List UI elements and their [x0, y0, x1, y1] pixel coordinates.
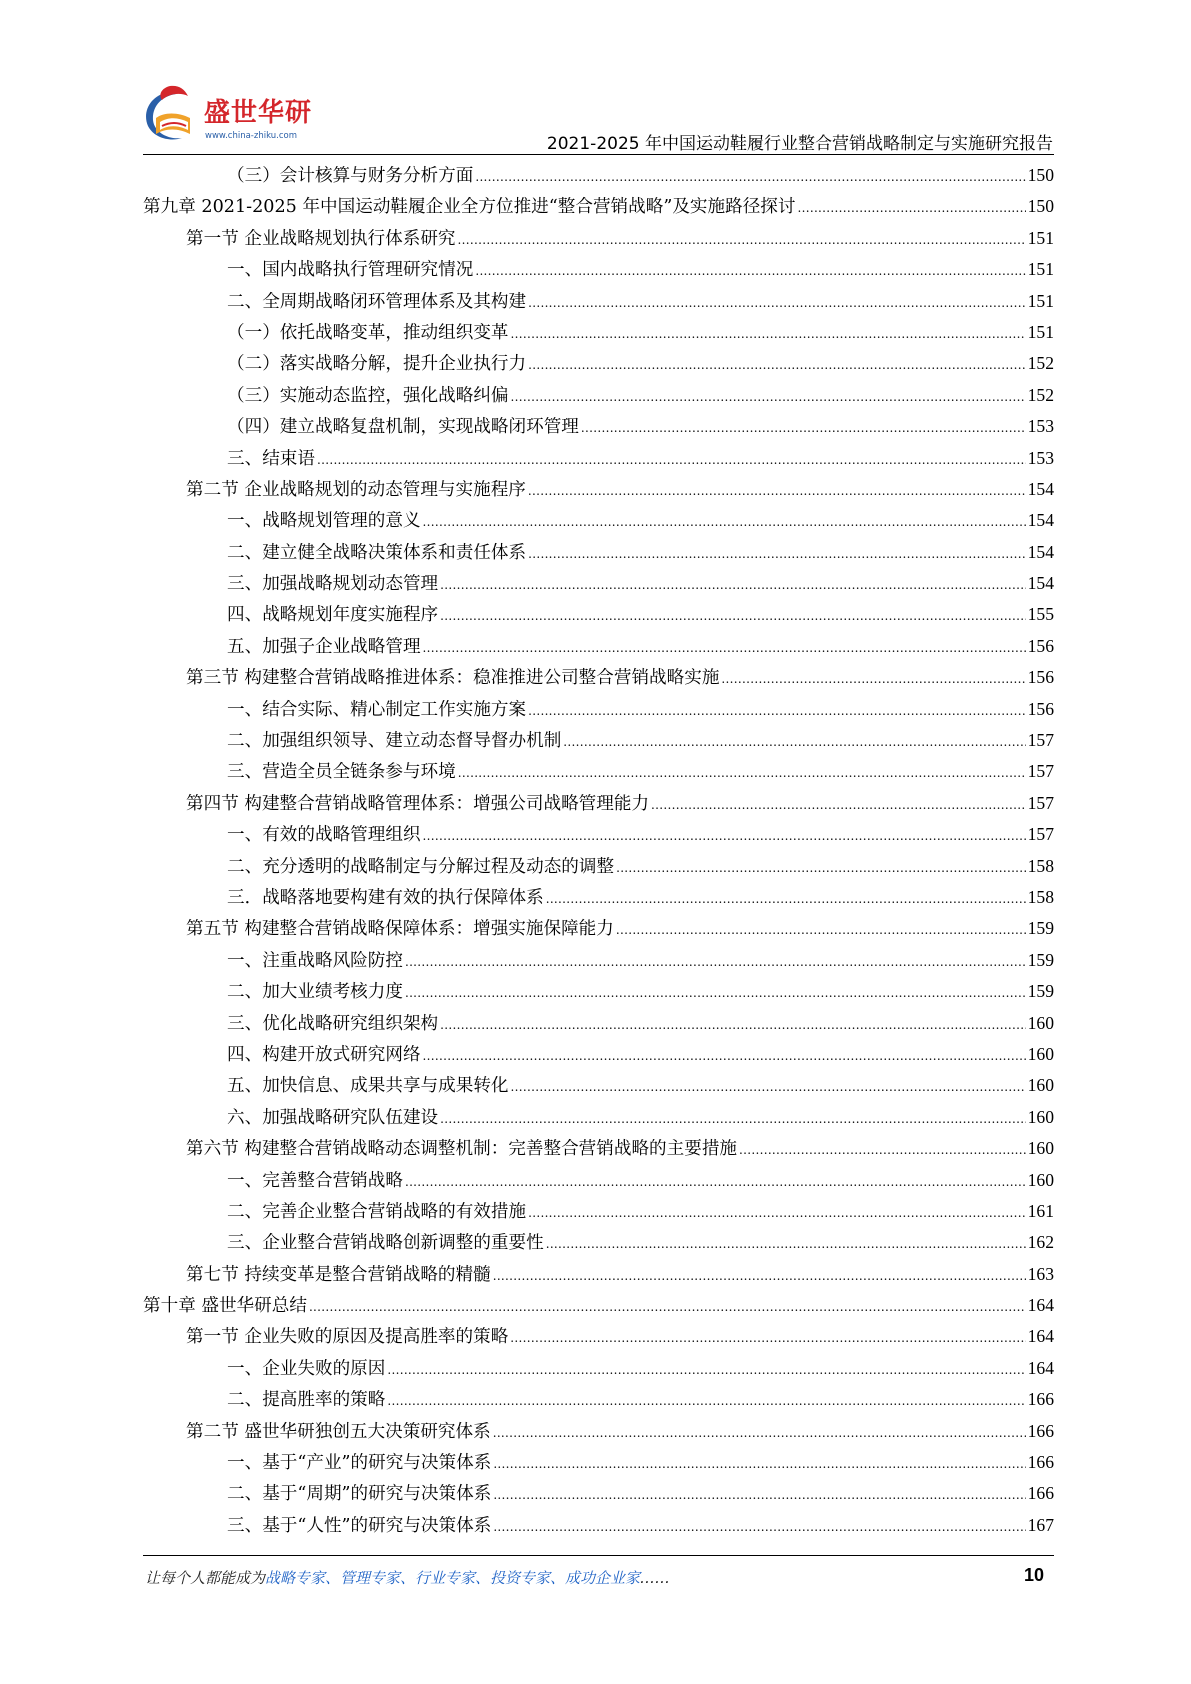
toc-dot-leader: [739, 1134, 1026, 1166]
toc-entry-title: 第四节 构建整合营销战略管理体系：增强公司战略管理能力: [186, 793, 650, 814]
toc-dot-leader: [493, 1260, 1026, 1292]
toc-dot-leader: [528, 1197, 1026, 1229]
toc-entry-title: 六、加强战略研究队伍建设: [227, 1107, 439, 1128]
toc-entry[interactable]: [143, 851, 1054, 882]
toc-entry[interactable]: [143, 819, 1054, 850]
toc-entry-page: 157: [1027, 792, 1054, 813]
toc-dot-leader: [405, 946, 1026, 978]
toc-entry-title: 一、注重战略风险防控: [227, 950, 403, 971]
toc-dot-leader: [387, 1385, 1025, 1417]
toc-entry-title: 三、企业整合营销战略创新调整的重要性: [227, 1233, 544, 1254]
toc-entry-page: 156: [1027, 667, 1054, 688]
toc-dot-leader: [405, 977, 1026, 1009]
toc-entry[interactable]: [143, 1353, 1054, 1384]
toc-entry-page: 160: [1027, 1138, 1054, 1159]
toc-entry-page: 160: [1027, 1169, 1054, 1190]
toc-entry-page: 157: [1027, 730, 1054, 751]
toc-dot-leader: [511, 381, 1026, 413]
toc-dot-leader: [528, 287, 1026, 319]
toc-entry[interactable]: [143, 348, 1054, 379]
toc-entry[interactable]: [143, 1008, 1054, 1039]
toc-entry-page: 157: [1027, 761, 1054, 782]
toc-dot-leader: [528, 475, 1026, 507]
toc-dot-leader: [387, 1354, 1025, 1386]
toc-dot-leader: [458, 224, 1026, 256]
toc-entry[interactable]: [143, 1447, 1054, 1478]
toc-entry[interactable]: [143, 286, 1054, 317]
toc-entry-page: 153: [1027, 447, 1054, 468]
table-of-contents: [143, 160, 1054, 1541]
toc-dot-leader: [581, 412, 1026, 444]
slogan-suffix: ……: [640, 1569, 671, 1587]
toc-entry-page: 160: [1027, 1043, 1054, 1064]
toc-entry-title: 第七节 持续变革是整合营销战略的精髓: [186, 1264, 491, 1285]
toc-entry-page: 154: [1027, 541, 1054, 562]
toc-dot-leader: [493, 1511, 1025, 1543]
toc-entry-title: 第五节 构建整合营销战略保障体系：增强实施保障能力: [186, 919, 614, 940]
toc-dot-leader: [616, 914, 1026, 946]
toc-entry-title: 三、营造全员全链条参与环境: [227, 762, 456, 783]
toc-entry[interactable]: [143, 443, 1054, 474]
toc-entry-page: 154: [1027, 573, 1054, 594]
toc-entry[interactable]: [143, 411, 1054, 442]
toc-entry-title: 二、提高胜率的策略: [227, 1390, 386, 1411]
toc-entry[interactable]: [143, 1384, 1054, 1415]
toc-entry[interactable]: [143, 1321, 1054, 1352]
toc-entry-title: （一）依托战略变革，推动组织变革: [227, 322, 509, 343]
toc-entry-page: 161: [1027, 1200, 1054, 1221]
toc-entry-title: 三、基于“人性”的研究与决策体系: [227, 1515, 492, 1536]
logo-text: 盛世华研: [204, 98, 313, 128]
toc-entry-title: 二、全周期战略闭环管理体系及其构建: [227, 291, 527, 312]
toc-entry-title: 一、结合实际、精心制定工作实施方案: [227, 699, 527, 720]
toc-dot-leader: [721, 663, 1025, 695]
toc-entry-title: 一、企业失败的原因: [227, 1358, 386, 1379]
toc-entry-title: 二、充分透明的战略制定与分解过程及动态的调整: [227, 856, 615, 877]
toc-entry-page: 157: [1027, 824, 1054, 845]
toc-entry-page: 164: [1027, 1326, 1054, 1347]
header-divider: [143, 154, 1054, 155]
toc-entry[interactable]: [143, 756, 1054, 787]
toc-entry-title: 一、战略规划管理的意义: [227, 511, 421, 532]
toc-entry[interactable]: [143, 223, 1054, 254]
toc-entry-title: 五、加快信息、成果共享与成果转化: [227, 1076, 509, 1097]
toc-entry-title: 三、结束语: [227, 448, 315, 469]
toc-entry-page: 164: [1027, 1295, 1054, 1316]
toc-entry[interactable]: [143, 631, 1054, 662]
toc-entry-page: 167: [1027, 1514, 1054, 1535]
toc-entry[interactable]: [143, 913, 1054, 944]
toc-entry-page: 166: [1027, 1389, 1054, 1410]
toc-entry[interactable]: [143, 254, 1054, 285]
toc-dot-leader: [423, 506, 1026, 538]
toc-dot-leader: [546, 1228, 1026, 1260]
toc-entry-title: （二）落实战略分解，提升企业执行力: [227, 354, 527, 375]
toc-entry[interactable]: [143, 1290, 1054, 1321]
toc-entry[interactable]: [143, 1165, 1054, 1196]
toc-dot-leader: [440, 1009, 1025, 1041]
footer-divider: [143, 1555, 1054, 1556]
toc-entry-title: 第一节 企业失败的原因及提高胜率的策略: [186, 1327, 509, 1348]
toc-dot-leader: [440, 1103, 1025, 1135]
toc-entry[interactable]: [143, 380, 1054, 411]
toc-entry-page: 151: [1027, 321, 1054, 342]
toc-entry-page: 151: [1027, 227, 1054, 248]
toc-dot-leader: [423, 1040, 1026, 1072]
toc-entry-title: 第九章 2021-2025 年中国运动鞋履企业全方位推进“整合营销战略”及实施路径探讨: [143, 197, 796, 218]
toc-dot-leader: [423, 632, 1026, 664]
toc-entry-page: 163: [1027, 1263, 1054, 1284]
logo-url: www.china-zhiku.com: [205, 131, 297, 141]
toc-entry[interactable]: [143, 1196, 1054, 1227]
toc-entry-title: 三．战略落地要构建有效的执行保障体系: [227, 887, 544, 908]
toc-dot-leader: [510, 1322, 1025, 1354]
toc-entry-page: 159: [1027, 918, 1054, 939]
toc-entry[interactable]: [143, 1227, 1054, 1258]
toc-entry-title: 二、基于“周期”的研究与决策体系: [227, 1484, 492, 1505]
toc-dot-leader: [475, 161, 1025, 193]
toc-entry-title: 二、完善企业整合营销战略的有效措施: [227, 1201, 527, 1222]
toc-entry-title: 一、基于“产业”的研究与决策体系: [227, 1453, 492, 1474]
toc-entry-page: 160: [1027, 1012, 1054, 1033]
toc-entry[interactable]: [143, 1102, 1054, 1133]
toc-entry-page: 153: [1027, 416, 1054, 437]
toc-entry-title: 一、完善整合营销战略: [227, 1170, 403, 1191]
toc-dot-leader: [440, 600, 1025, 632]
toc-entry-title: 第三节 构建整合营销战略推进体系：稳准推进公司整合营销战略实施: [186, 668, 720, 689]
toc-dot-leader: [528, 538, 1026, 570]
toc-entry[interactable]: [143, 317, 1054, 348]
toc-dot-leader: [797, 192, 1025, 224]
toc-entry-page: 166: [1027, 1420, 1054, 1441]
toc-entry[interactable]: [143, 1039, 1054, 1070]
page-number: 10: [1023, 1565, 1044, 1585]
toc-entry[interactable]: [143, 474, 1054, 505]
toc-entry-page: 156: [1027, 635, 1054, 656]
toc-entry[interactable]: [143, 1070, 1054, 1101]
toc-entry-title: 四、构建开放式研究网络: [227, 1044, 421, 1065]
toc-entry[interactable]: [143, 882, 1054, 913]
toc-entry-title: 五、加强子企业战略管理: [227, 636, 421, 657]
toc-entry-title: （三）实施动态监控，强化战略纠偏: [227, 385, 509, 406]
toc-entry-page: 160: [1027, 1106, 1054, 1127]
toc-entry[interactable]: [143, 976, 1054, 1007]
toc-entry[interactable]: [143, 1259, 1054, 1290]
toc-dot-leader: [546, 883, 1026, 915]
toc-entry-page: 154: [1027, 510, 1054, 531]
toc-entry[interactable]: [143, 1478, 1054, 1509]
toc-entry-page: 150: [1027, 165, 1054, 185]
toc-entry-page: 150: [1027, 196, 1054, 217]
toc-dot-leader: [405, 1166, 1026, 1198]
toc-entry-page: 159: [1027, 981, 1054, 1002]
toc-entry[interactable]: [143, 160, 1054, 191]
toc-entry-title: 二、加强组织领导、建立动态督导督办机制: [227, 731, 562, 752]
toc-dot-leader: [563, 726, 1025, 758]
toc-entry-title: 第二节 企业战略规划的动态管理与实施程序: [186, 479, 526, 500]
toc-entry-page: 158: [1027, 886, 1054, 907]
toc-entry-title: （四）建立战略复盘机制，实现战略闭环管理: [227, 417, 579, 438]
toc-dot-leader: [475, 255, 1025, 287]
toc-dot-leader: [651, 789, 1026, 821]
toc-entry[interactable]: [143, 537, 1054, 568]
toc-dot-leader: [317, 444, 1026, 476]
toc-entry[interactable]: [143, 505, 1054, 536]
toc-entry[interactable]: [143, 694, 1054, 725]
toc-dot-leader: [309, 1291, 1026, 1323]
toc-entry-page: 166: [1027, 1452, 1054, 1473]
toc-entry-title: 一、有效的战略管理组织: [227, 825, 421, 846]
toc-entry-title: 二、加大业绩考核力度: [227, 982, 403, 1003]
toc-dot-leader: [493, 1479, 1025, 1511]
toc-entry[interactable]: [143, 725, 1054, 756]
toc-entry-page: 155: [1027, 604, 1054, 625]
toc-dot-leader: [616, 852, 1026, 884]
toc-entry[interactable]: [143, 191, 1054, 222]
toc-entry-page: 164: [1027, 1357, 1054, 1378]
toc-entry[interactable]: [143, 1510, 1054, 1541]
toc-entry-title: 第十章 盛世华研总结: [143, 1296, 307, 1317]
toc-entry-page: 154: [1027, 478, 1054, 499]
toc-entry-title: 一、国内战略执行管理研究情况: [227, 260, 474, 281]
toc-entry[interactable]: [143, 945, 1054, 976]
toc-entry-title: 三、加强战略规划动态管理: [227, 574, 439, 595]
toc-entry-title: 四、战略规划年度实施程序: [227, 605, 439, 626]
toc-entry-title: 第二节 盛世华研独创五大决策研究体系: [186, 1421, 491, 1442]
toc-entry-title: 第六节 构建整合营销战略动态调整机制：完善整合营销战略的主要措施: [186, 1139, 738, 1160]
toc-dot-leader: [511, 318, 1026, 350]
toc-entry-page: 156: [1027, 698, 1054, 719]
toc-entry-title: 二、建立健全战略决策体系和责任体系: [227, 542, 527, 563]
report-title: 2021-2025 年中国运动鞋履行业整合营销战略制定与实施研究报告: [546, 134, 1053, 154]
toc-entry-page: 152: [1027, 353, 1054, 374]
toc-entry-title: （三）会计核算与财务分析方面: [227, 166, 474, 186]
slogan-prefix: 让每个人都能成为: [145, 1569, 266, 1587]
toc-entry-title: 第一节 企业战略规划执行体系研究: [186, 228, 456, 249]
toc-dot-leader: [423, 820, 1026, 852]
toc-entry[interactable]: [143, 1416, 1054, 1447]
toc-dot-leader: [528, 349, 1026, 381]
toc-entry[interactable]: [143, 1133, 1054, 1164]
toc-entry-page: 158: [1027, 855, 1054, 876]
toc-entry-page: 151: [1027, 290, 1054, 311]
toc-entry-page: 159: [1027, 949, 1054, 970]
toc-entry[interactable]: [143, 568, 1054, 599]
toc-dot-leader: [493, 1448, 1025, 1480]
toc-entry-page: 166: [1027, 1483, 1054, 1504]
toc-entry-page: 162: [1027, 1232, 1054, 1253]
toc-entry[interactable]: [143, 788, 1054, 819]
toc-entry-page: 152: [1027, 384, 1054, 405]
toc-entry-title: 三、优化战略研究组织架构: [227, 1013, 439, 1034]
toc-entry[interactable]: [143, 662, 1054, 693]
toc-dot-leader: [511, 1071, 1026, 1103]
toc-dot-leader: [458, 757, 1026, 789]
toc-entry-page: 160: [1027, 1075, 1054, 1096]
footer-slogan: [145, 1567, 670, 1588]
toc-dot-leader: [440, 569, 1025, 601]
toc-dot-leader: [528, 695, 1026, 727]
slogan-highlight: 战略专家、管理专家、行业专家、投资专家、成功企业家: [265, 1569, 641, 1587]
toc-entry[interactable]: [143, 599, 1054, 630]
toc-entry-page: 151: [1027, 259, 1054, 280]
toc-dot-leader: [493, 1417, 1026, 1449]
